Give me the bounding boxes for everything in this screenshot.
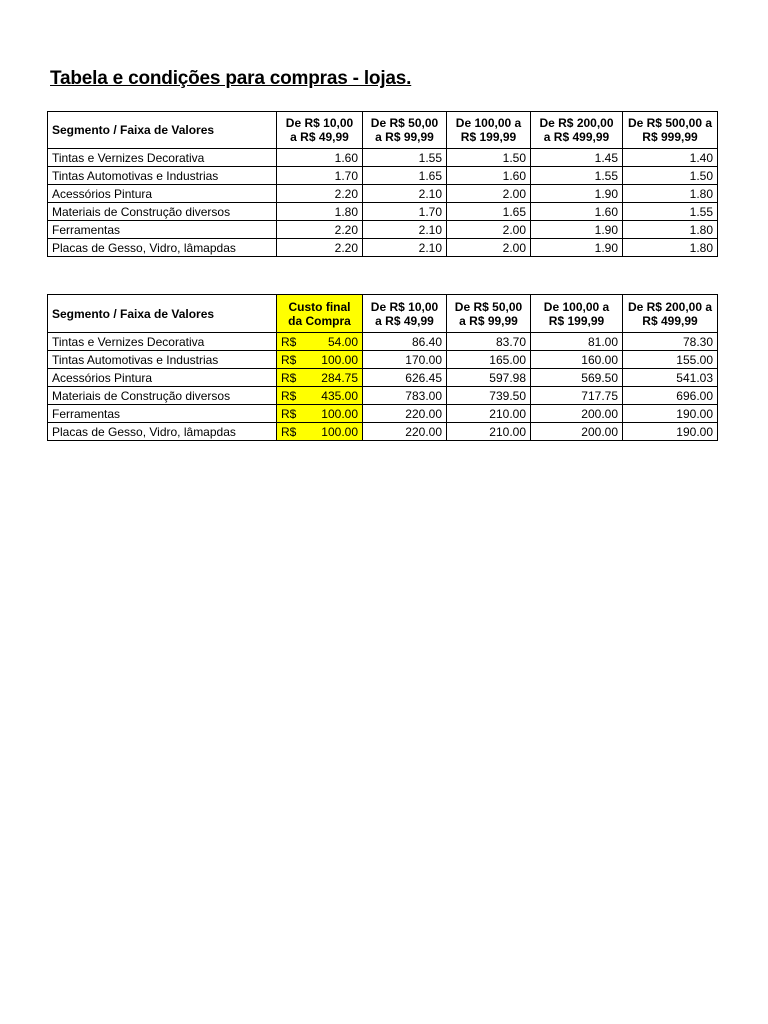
- cost-cell: 83.70: [447, 333, 531, 351]
- factor-cell: 1.70: [363, 203, 447, 221]
- cost-cell: 170.00: [363, 351, 447, 369]
- cost-cell: 210.00: [447, 423, 531, 441]
- factor-cell: 2.20: [277, 221, 363, 239]
- cost-cell: 783.00: [363, 387, 447, 405]
- table-row: [48, 185, 718, 203]
- table-header-row: [48, 295, 718, 333]
- cost-cell: 210.00: [447, 405, 531, 423]
- factor-cell: 2.20: [277, 185, 363, 203]
- cost-cell: 696.00: [623, 387, 718, 405]
- final-cost-cell: [277, 351, 363, 369]
- cost-cell: 78.30: [623, 333, 718, 351]
- factor-cell: 1.50: [623, 167, 718, 185]
- column-header-range-3: De 100,00 a R$ 199,99: [447, 112, 531, 149]
- segment-name-cell: Materiais de Construção diversos: [48, 203, 277, 221]
- factor-cell: 1.55: [531, 167, 623, 185]
- cost-cell: 200.00: [531, 423, 623, 441]
- segment-name-cell: Materiais de Construção diversos: [48, 387, 277, 405]
- factor-cell: 1.80: [623, 221, 718, 239]
- factor-cell: 2.00: [447, 185, 531, 203]
- factor-cell: 1.80: [623, 185, 718, 203]
- final-cost-value: 100.00: [321, 424, 358, 439]
- factor-cell: 1.45: [531, 149, 623, 167]
- segment-name-cell: Acessórios Pintura: [48, 185, 277, 203]
- final-cost-value: 100.00: [321, 406, 358, 421]
- factor-cell: 2.00: [447, 239, 531, 257]
- segment-name-cell: Tintas Automotivas e Industrias: [48, 351, 277, 369]
- factor-cell: 1.65: [447, 203, 531, 221]
- table-row: [48, 149, 718, 167]
- factor-cell: 1.40: [623, 149, 718, 167]
- final-cost-cell: [277, 405, 363, 423]
- cost-cell: 190.00: [623, 423, 718, 441]
- cost-cell: 220.00: [363, 423, 447, 441]
- cost-cell: 739.50: [447, 387, 531, 405]
- page-title: Tabela e condições para compras - lojas.: [50, 68, 412, 89]
- table-row: [48, 221, 718, 239]
- price-factor-table: [47, 111, 718, 257]
- cost-cell: 626.45: [363, 369, 447, 387]
- factor-cell: 2.10: [363, 221, 447, 239]
- column-header-range-4: De R$ 200,00 a R$ 499,99: [623, 295, 718, 333]
- factor-cell: 1.80: [623, 239, 718, 257]
- factor-cell: 1.90: [531, 221, 623, 239]
- cost-cell: 220.00: [363, 405, 447, 423]
- factor-cell: 2.20: [277, 239, 363, 257]
- column-header-range-1: De R$ 10,00 a R$ 49,99: [277, 112, 363, 149]
- cost-cell: 717.75: [531, 387, 623, 405]
- column-header-segment: Segmento / Faixa de Valores: [48, 295, 277, 333]
- segment-name-cell: Ferramentas: [48, 405, 277, 423]
- factor-cell: 1.55: [623, 203, 718, 221]
- final-cost-table: [47, 294, 718, 441]
- table-row: [48, 333, 718, 351]
- table-row: [48, 423, 718, 441]
- cost-cell: 541.03: [623, 369, 718, 387]
- final-cost-cell: [277, 369, 363, 387]
- factor-cell: 1.60: [277, 149, 363, 167]
- table-row: [48, 369, 718, 387]
- final-cost-value: 435.00: [321, 388, 358, 403]
- currency-symbol: R$: [281, 334, 297, 349]
- factor-cell: 1.50: [447, 149, 531, 167]
- currency-symbol: R$: [281, 352, 297, 367]
- cost-cell: 190.00: [623, 405, 718, 423]
- final-cost-cell: [277, 333, 363, 351]
- table-header-row: [48, 112, 718, 149]
- cost-cell: 569.50: [531, 369, 623, 387]
- table-row: [48, 387, 718, 405]
- cost-cell: 86.40: [363, 333, 447, 351]
- cost-cell: 160.00: [531, 351, 623, 369]
- table-row: [48, 167, 718, 185]
- cost-cell: 165.00: [447, 351, 531, 369]
- final-cost-cell: [277, 423, 363, 441]
- currency-symbol: R$: [281, 406, 297, 421]
- cost-cell: 81.00: [531, 333, 623, 351]
- cost-cell: 200.00: [531, 405, 623, 423]
- factor-cell: 1.90: [531, 239, 623, 257]
- segment-name-cell: Tintas e Vernizes Decorativa: [48, 333, 277, 351]
- factor-cell: 1.65: [363, 167, 447, 185]
- factor-cell: 2.10: [363, 239, 447, 257]
- column-header-final-cost: Custo final da Compra: [277, 295, 363, 333]
- cost-cell: 597.98: [447, 369, 531, 387]
- final-cost-value: 284.75: [321, 370, 358, 385]
- currency-symbol: R$: [281, 388, 297, 403]
- currency-symbol: R$: [281, 370, 297, 385]
- table-row: [48, 351, 718, 369]
- table-row: [48, 239, 718, 257]
- factor-cell: 1.55: [363, 149, 447, 167]
- segment-name-cell: Acessórios Pintura: [48, 369, 277, 387]
- factor-cell: 1.90: [531, 185, 623, 203]
- column-header-range-1: De R$ 10,00 a R$ 49,99: [363, 295, 447, 333]
- factor-cell: 1.70: [277, 167, 363, 185]
- column-header-range-3: De 100,00 a R$ 199,99: [531, 295, 623, 333]
- table-row: [48, 405, 718, 423]
- column-header-range-4: De R$ 200,00 a R$ 499,99: [531, 112, 623, 149]
- factor-cell: 1.60: [531, 203, 623, 221]
- factor-cell: 2.00: [447, 221, 531, 239]
- factor-cell: 1.60: [447, 167, 531, 185]
- column-header-range-2: De R$ 50,00 a R$ 99,99: [447, 295, 531, 333]
- final-cost-value: 54.00: [327, 334, 358, 349]
- segment-name-cell: Ferramentas: [48, 221, 277, 239]
- segment-name-cell: Tintas Automotivas e Industrias: [48, 167, 277, 185]
- column-header-range-5: De R$ 500,00 a R$ 999,99: [623, 112, 718, 149]
- final-cost-value: 100.00: [321, 352, 358, 367]
- segment-name-cell: Placas de Gesso, Vidro, lâmapdas: [48, 239, 277, 257]
- factor-cell: 2.10: [363, 185, 447, 203]
- column-header-segment: Segmento / Faixa de Valores: [48, 112, 277, 149]
- segment-name-cell: Placas de Gesso, Vidro, lâmapdas: [48, 423, 277, 441]
- segment-name-cell: Tintas e Vernizes Decorativa: [48, 149, 277, 167]
- column-header-range-2: De R$ 50,00 a R$ 99,99: [363, 112, 447, 149]
- factor-cell: 1.80: [277, 203, 363, 221]
- table-row: [48, 203, 718, 221]
- final-cost-cell: [277, 387, 363, 405]
- cost-cell: 155.00: [623, 351, 718, 369]
- currency-symbol: R$: [281, 424, 297, 439]
